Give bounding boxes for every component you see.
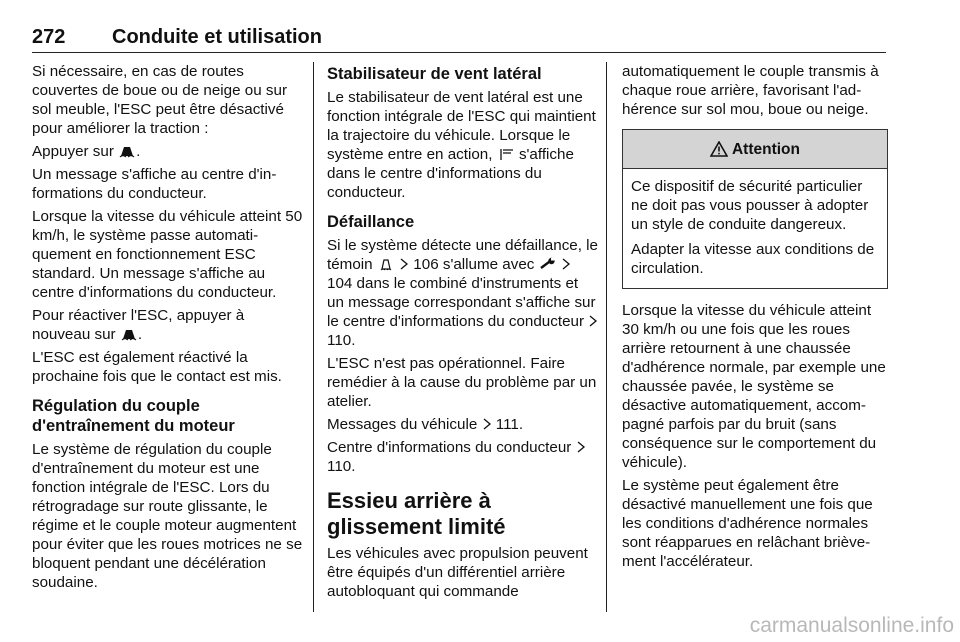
paragraph: Messages du véhicule 111. xyxy=(327,416,524,433)
paragraph: Ce dispositif de sécurité particulier ne doit pas vous pousser à adopter un style de conduite dangereux. xyxy=(631,178,869,233)
crosswind-icon xyxy=(497,147,515,161)
paragraph: Un message s'affiche au centre d'informations du conducteur. xyxy=(32,166,277,202)
page-title: Conduite et utilisation xyxy=(112,26,322,48)
column-right xyxy=(622,62,888,575)
attention-box xyxy=(622,129,888,289)
page-reference-icon xyxy=(588,315,598,327)
page-header xyxy=(32,26,886,53)
paragraph: Lorsque la vitesse du véhicule atteint 50 km/h, le système passe automatiquement en fonctionnement ESC standard. Un message s'affiche au centre d'informations du conducteur. xyxy=(32,208,303,301)
column-divider xyxy=(313,62,314,612)
paragraph: Le système peut également être désactivé manuellement une fois que les conditions d'adhérence normales sont réapparues en relâchant brièvement l'accélérateur. xyxy=(622,477,873,570)
paragraph: Le système de régulation du couple d'entraînement du moteur est une fonction intégrale de l'ESC. Lors du rétrogradage sur route glissante, le régime et le couple moteur augmentent pour éviter que les roues motrices ne se bloquent pendant une décélération soudaine. xyxy=(32,441,303,591)
paragraph: Si nécessaire, en cas de routes couvertes de boue ou de neige ou sur sol meuble, l'ESC peut être désactivé pour améliorer la traction : xyxy=(32,63,287,137)
paragraph: L'ESC n'est pas opérationnel. Faire remédier à la cause du problème par un atelier. xyxy=(327,355,597,410)
paragraph: Centre d'informations du conducteur 110. xyxy=(327,438,599,476)
paragraph: Le stabilisateur de vent latéral est une fonction intégrale de l'ESC qui maintient la trajectoire du véhicule. Lorsque le système entre en action, s'affiche dans le centre d'informations du conducteur. xyxy=(327,89,596,201)
page-reference-icon xyxy=(561,258,571,270)
esc-warning-icon xyxy=(377,257,395,271)
paragraph: Pour réactiver l'ESC, appuyer à nouveau sur . xyxy=(32,307,245,343)
paragraph: Lorsque la vitesse du véhicule atteint 30 km/h ou une fois que les roues arrière retournent à une chaussée d'adhérence normale, par exemple une chaussée pavée, le système se désactive automatiquement, accompagné parfois par du bruit (sans conséquence sur le comportement du véhicule). xyxy=(622,302,886,471)
warning-triangle-icon xyxy=(710,141,728,157)
page-reference-icon xyxy=(482,418,492,430)
attention-label: Attention xyxy=(731,140,800,158)
watermark: carmanualsonline.info xyxy=(749,614,954,637)
section-heading: Défaillance xyxy=(327,213,415,231)
column-left xyxy=(32,62,306,596)
page-reference-icon xyxy=(576,441,586,453)
section-heading: Régulation du couple d'entraînement du moteur xyxy=(32,397,235,435)
paragraph: Appuyer sur . xyxy=(32,143,141,160)
esc-off-icon xyxy=(118,144,136,158)
attention-body xyxy=(623,169,887,288)
section-title: Essieu arrière à glissement limité xyxy=(327,488,506,539)
wrench-icon xyxy=(539,257,557,271)
attention-header xyxy=(623,130,887,169)
esc-off-icon xyxy=(120,327,138,341)
paragraph: Adapter la vitesse aux conditions de circulation. xyxy=(631,241,875,277)
paragraph: L'ESC est également réactivé la prochaine fois que le contact est mis. xyxy=(32,349,282,385)
paragraph: Les véhicules avec propulsion peuvent être équipés d'un différentiel arrière autobloquant qui commande xyxy=(327,545,588,600)
paragraph: automatiquement le couple transmis à chaque roue arrière, favorisant l'adhérence sur sol mou, boue ou neige. xyxy=(622,63,879,118)
page-reference-icon xyxy=(399,258,409,270)
column-divider xyxy=(606,62,607,612)
paragraph: Si le système détecte une défaillance, le témoin 106 s'allume avec 104 dans le combiné d'instruments et un message correspondant s'affiche sur le centre d'informations du conducteur 110. xyxy=(327,237,599,349)
page-number: 272 xyxy=(32,26,66,48)
column-middle xyxy=(327,62,599,605)
section-heading: Stabilisateur de vent latéral xyxy=(327,65,542,83)
